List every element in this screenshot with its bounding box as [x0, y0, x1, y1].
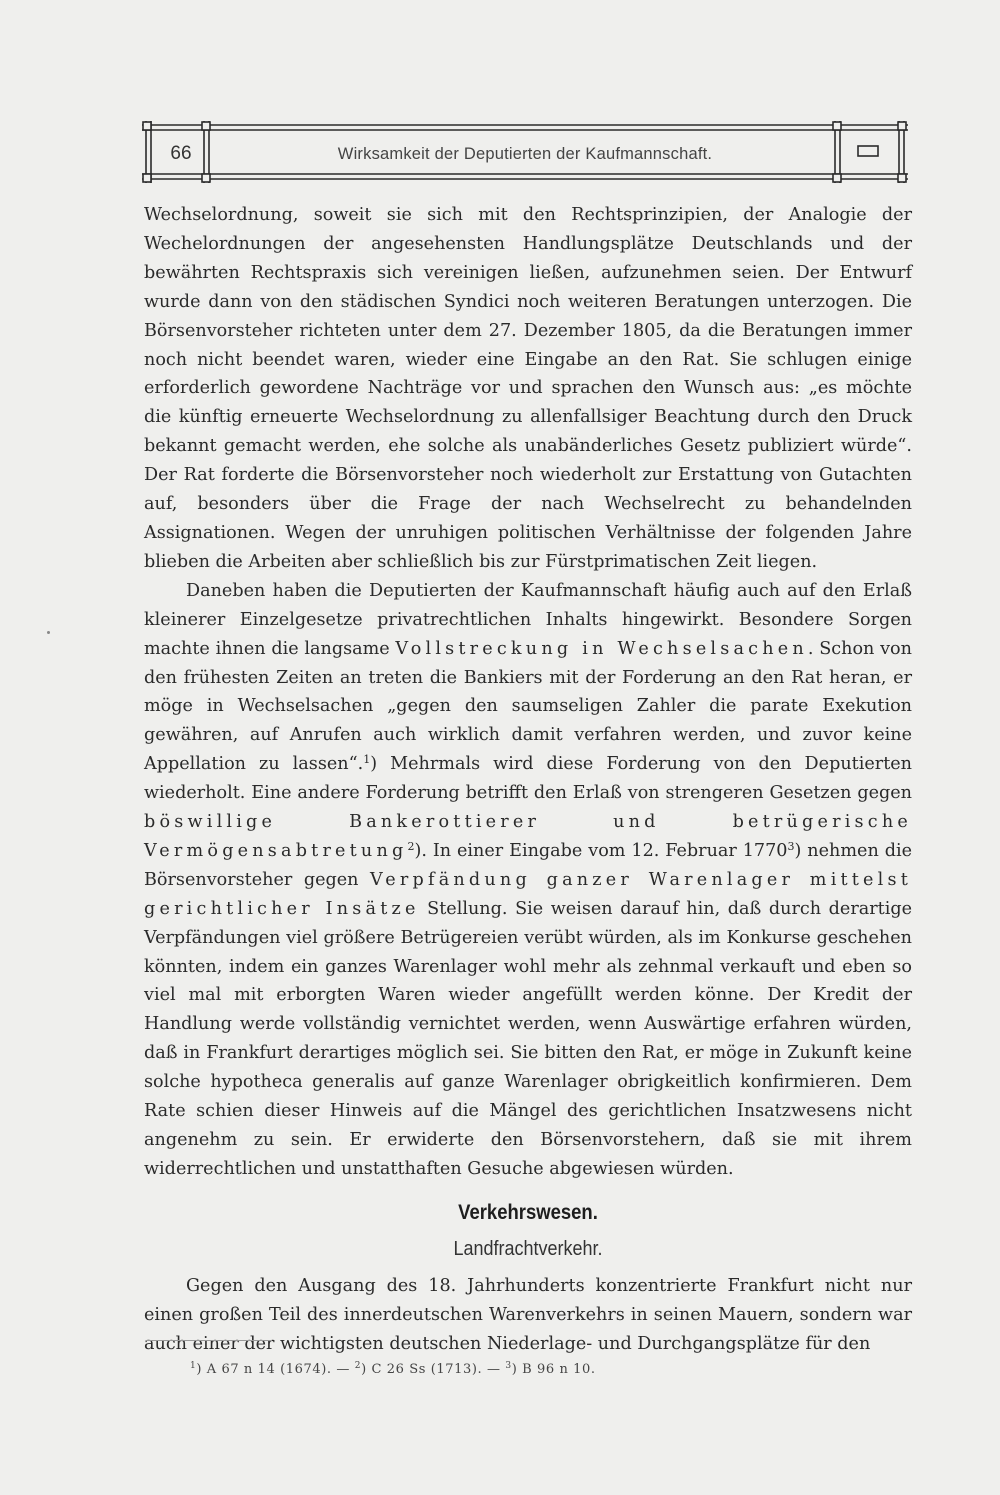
- text-run: ) Mehrmals wird diese Forderung von den Deputierten wiederholt. Eine andere Forderung betrifft den Erlaß von strengeren Gesetzen gegen: [144, 754, 913, 804]
- page-number: 66: [170, 143, 192, 164]
- footnote-number: 1: [190, 1361, 197, 1371]
- body-text: [144, 201, 912, 1359]
- paragraph-2: [144, 577, 912, 1184]
- footnotes: [190, 1360, 790, 1380]
- footnote-ref: 1: [363, 753, 371, 767]
- text-run: Daneben haben die Deputierten der Kaufmannschaft häufig auch auf den Erlaß kleinerer Einzelgesetze privatrechtlichen Inhalts hingewirkt. Besondere Sorgen machte ihnen die langsame: [144, 580, 912, 659]
- footnote-text: ) C 26 Ss (1713). —: [361, 1362, 506, 1377]
- footnote-number: 2: [354, 1361, 362, 1371]
- text-run: ) nehmen die Börsenvorsteher gegen: [144, 840, 912, 890]
- spaced-emphasis: böswillige Bankerottierer und betrügerische Vermögensabtretung: [144, 812, 912, 861]
- running-title: Wirksamkeit der Deputierten der Kaufmannschaft.: [337, 145, 713, 163]
- footnote-ref: 3: [787, 839, 795, 853]
- footnote-rule: [146, 1340, 272, 1341]
- text-run: . Schon von den frühesten Zeiten an treten die Bankiers mit der Forderung an den Rat heran, er möge in Wechselsachen „gegen den saumseligen Zahler die parate Exekution gewähren, auf Anrufen auch wirklich damit verfahren werden, und zuvor keine Appellation zu lassen“.: [144, 638, 912, 775]
- spaced-emphasis: Verpfändung ganzer Warenlager mittelst gerichtlicher Insätze: [144, 869, 912, 919]
- footnote-text: ) B 96 n 10.: [511, 1362, 596, 1377]
- paragraph-1: Wechselordnung, soweit sie sich mit den Rechtsprinzipien, der Analogie der Wechelordnungen der angesehensten Handlungsplätze Deutschlands und der bewährten Rechtspraxis sich vereinigen ließen, aufzunehmen seien. Der Entwurf wurde dann von den städischen Syndici noch weiteren Beratungen unterzogen. Die Börsenvorsteher richteten unter dem 27. Dezember 1805, da die Beratungen immer noch nicht beendet waren, wieder eine Eingabe an den Rat. Sie schlugen einige erforderlich gewordene Nachträge vor und sprachen den Wunsch aus: „es möchte die künftig erneuerte Wechselordnung zu allenfallsiger Beachtung durch den Druck bekannt gemacht werden, ehe solche als unabänderliches Gesetz publiziert würde“. Der Rat forderte die Börsenvorsteher noch wiederholt zur Erstattung von Gutachten auf, besonders über die Frage der nach Wechselrecht zu behandelnden Assignationen. Wegen der unruhigen politischen Verhältnisse der folgenden Jahre blieben die Arbeiten aber schließlich bis zur Fürstprimatischen Zeit liegen.: [144, 205, 912, 572]
- text-run: ). In einer Eingabe vom 12. Februar 1770: [414, 840, 788, 861]
- spaced-emphasis: Vollstreckung in Wechselsachen: [395, 638, 808, 659]
- text-run: Stellung. Sie weisen darauf hin, daß durch derartige Verpfändungen viel größere Betrügereien verübt würden, als im Konkurse geschehen könnten, indem ein ganzes Warenlager wohl mehr als zehnmal verkauft und eben so viel mal mit erborgten Waren wieder angefüllt werden könne. Der Kredit der Handlung werde vollständig vernichtet werden, wenn Auswärtige erfahren würden, daß in Frankfurt derartiges möglich sei. Sie bitten den Rat, er möge in Zukunft keine solche hypotheca generalis auf ganze Warenlager obrigkeitlich konfirmieren. Dem Rate schien dieser Hinweis auf die Mängel des gerichtlichen Insatzwesens nicht angenehm zu sein. Er erwiderte den Börsenvorstehern, daß sie mit ihrem widerrechtlichen und unstatthaften Gesuche abgewiesen würden.: [144, 898, 912, 1179]
- paragraph-3: Gegen den Ausgang des 18. Jahrhunderts konzentrierte Frankfurt nicht nur einen großen Teil des innerdeutschen Warenverkehrs in seinen Mauern, sondern war auch einer der wichtigsten deutschen Niederlage- und Durchgangsplätze für den: [144, 1275, 912, 1354]
- print-speck: [47, 631, 50, 634]
- section-heading: Verkehrswesen.: [458, 1200, 598, 1224]
- subsection-heading: Landfrachtverkehr.: [453, 1237, 603, 1260]
- footnote-number: 3: [505, 1361, 512, 1371]
- footnote-ref: 2: [407, 839, 415, 853]
- footnote-text: ) A 67 n 14 (1674). —: [196, 1362, 355, 1377]
- running-head: [138, 117, 912, 187]
